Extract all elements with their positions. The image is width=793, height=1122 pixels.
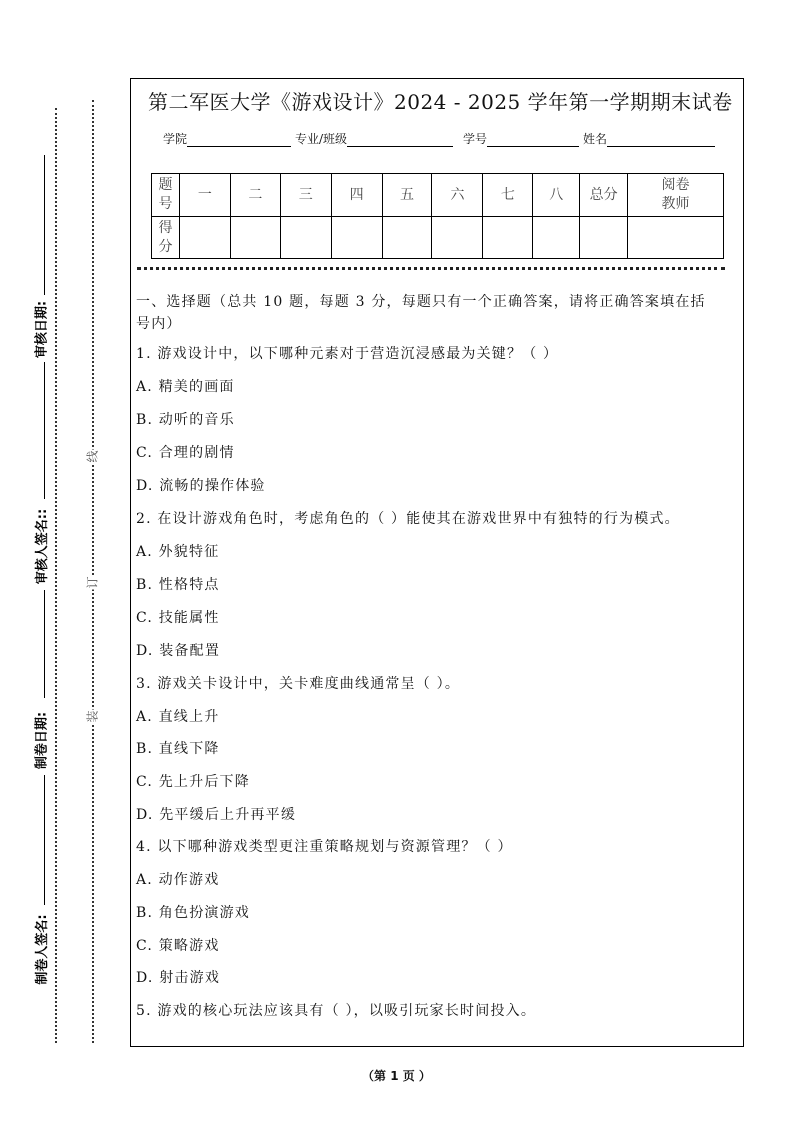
page-number: （第 1 页 ） (362, 1069, 431, 1083)
score-cell-1[interactable] (179, 217, 230, 259)
question-1-option-c[interactable]: C. 合理的剧情 (136, 445, 235, 461)
question-3-stem: 3. 游戏关卡设计中，关卡难度曲线通常呈（ ）。 (136, 676, 461, 692)
question-3-option-d[interactable]: D. 先平缓后上升再平缓 (136, 807, 297, 823)
binding-dotted-line-outer (55, 108, 57, 1043)
col-header-2: 二 (230, 174, 280, 217)
score-table (151, 173, 724, 259)
score-cell-total[interactable] (580, 217, 628, 259)
col-header-7: 七 (483, 174, 533, 217)
maker-sign-label: 制卷人签名: (35, 914, 50, 985)
score-cell-6[interactable] (432, 217, 483, 259)
question-1-stem: 1. 游戏设计中，以下哪种元素对于营造沉浸感最为关键？（ ） (136, 346, 559, 362)
score-table-score-row (152, 217, 724, 259)
score-cell-4[interactable] (331, 217, 382, 259)
question-2-option-b[interactable]: B. 性格特点 (136, 577, 220, 593)
header-separator (137, 267, 725, 270)
reviewer-sign-line-bottom (44, 590, 45, 698)
field-name (583, 130, 715, 147)
question-2-option-d[interactable]: D. 装备配置 (136, 643, 221, 659)
score-cell-3[interactable] (280, 217, 331, 259)
score-cell-8[interactable] (533, 217, 580, 259)
review-date-line (44, 155, 45, 295)
maker-date-label: 制卷日期: (34, 711, 50, 770)
binding-mark-xian: 线 (85, 450, 100, 463)
field-student-id (463, 130, 579, 147)
question-1-option-a[interactable]: A. 精美的画面 (136, 379, 235, 395)
score-label: 得 分 (152, 217, 180, 259)
question-5-stem: 5. 游戏的核心玩法应该具有（ ），以吸引玩家长时间投入。 (136, 1003, 537, 1019)
reviewer-sign-label: 审核人签名:: (35, 508, 50, 585)
question-number-label: 题 号 (152, 174, 180, 217)
field-name-label: 姓名 (583, 132, 608, 146)
maker-date-line (44, 775, 45, 905)
score-cell-7[interactable] (483, 217, 533, 259)
col-header-reviewer: 阅卷 教师 (628, 174, 724, 217)
question-4-option-d[interactable]: D. 射击游戏 (136, 970, 221, 986)
field-major-class-label: 专业/班级 (295, 132, 348, 146)
col-header-8: 八 (533, 174, 580, 217)
question-2-option-c[interactable]: C. 技能属性 (136, 610, 220, 626)
field-college-label: 学院 (163, 132, 188, 146)
field-college-input[interactable] (187, 134, 291, 147)
score-cell-2[interactable] (230, 217, 280, 259)
question-2-stem: 2. 在设计游戏角色时，考虑角色的（ ）能使其在游戏世界中有独特的行为模式。 (136, 511, 680, 527)
question-3-option-a[interactable]: A. 直线上升 (136, 709, 220, 725)
col-header-4: 四 (331, 174, 382, 217)
col-header-3: 三 (280, 174, 331, 217)
score-cell-5[interactable] (382, 217, 432, 259)
field-student-id-input[interactable] (487, 134, 579, 147)
question-4-option-a[interactable]: A. 动作游戏 (136, 872, 220, 888)
field-major-class-input[interactable] (347, 134, 453, 147)
section-1-heading-line1: 一、选择题（总共 10 题，每题 3 分，每题只有一个正确答案，请将正确答案填在括 (136, 294, 706, 310)
question-4-option-b[interactable]: B. 角色扮演游戏 (136, 905, 250, 921)
question-2-option-a[interactable]: A. 外貌特征 (136, 544, 220, 560)
field-name-input[interactable] (607, 134, 715, 147)
field-major-class (295, 130, 453, 147)
question-4-stem: 4. 以下哪种游戏类型更注重策略规划与资源管理？（ ） (136, 839, 513, 855)
review-date-label: 审核日期: (34, 300, 50, 359)
reviewer-sign-line-top (44, 362, 45, 499)
binding-dotted-line-inner (92, 100, 94, 1043)
question-1-option-d[interactable]: D. 流畅的操作体验 (136, 478, 266, 494)
question-3-option-c[interactable]: C. 先上升后下降 (136, 774, 250, 790)
question-1-option-b[interactable]: B. 动听的音乐 (136, 412, 235, 428)
score-cell-reviewer[interactable] (628, 217, 724, 259)
exam-title: 第二军医大学《游戏设计》2024 - 2025 学年第一学期期末试卷 (148, 90, 733, 114)
question-4-option-c[interactable]: C. 策略游戏 (136, 938, 220, 954)
question-3-option-b[interactable]: B. 直线下降 (136, 741, 220, 757)
col-header-6: 六 (432, 174, 483, 217)
field-college (163, 130, 291, 147)
binding-mark-zhuang: 装 (85, 710, 100, 723)
binding-mark-ding: 订 (85, 576, 100, 589)
col-header-1: 一 (179, 174, 230, 217)
col-header-5: 五 (382, 174, 432, 217)
col-header-total: 总分 (580, 174, 628, 217)
score-table-header-row (152, 174, 724, 217)
section-1-heading-line2: 号内） (136, 316, 182, 332)
field-student-id-label: 学号 (463, 132, 488, 146)
